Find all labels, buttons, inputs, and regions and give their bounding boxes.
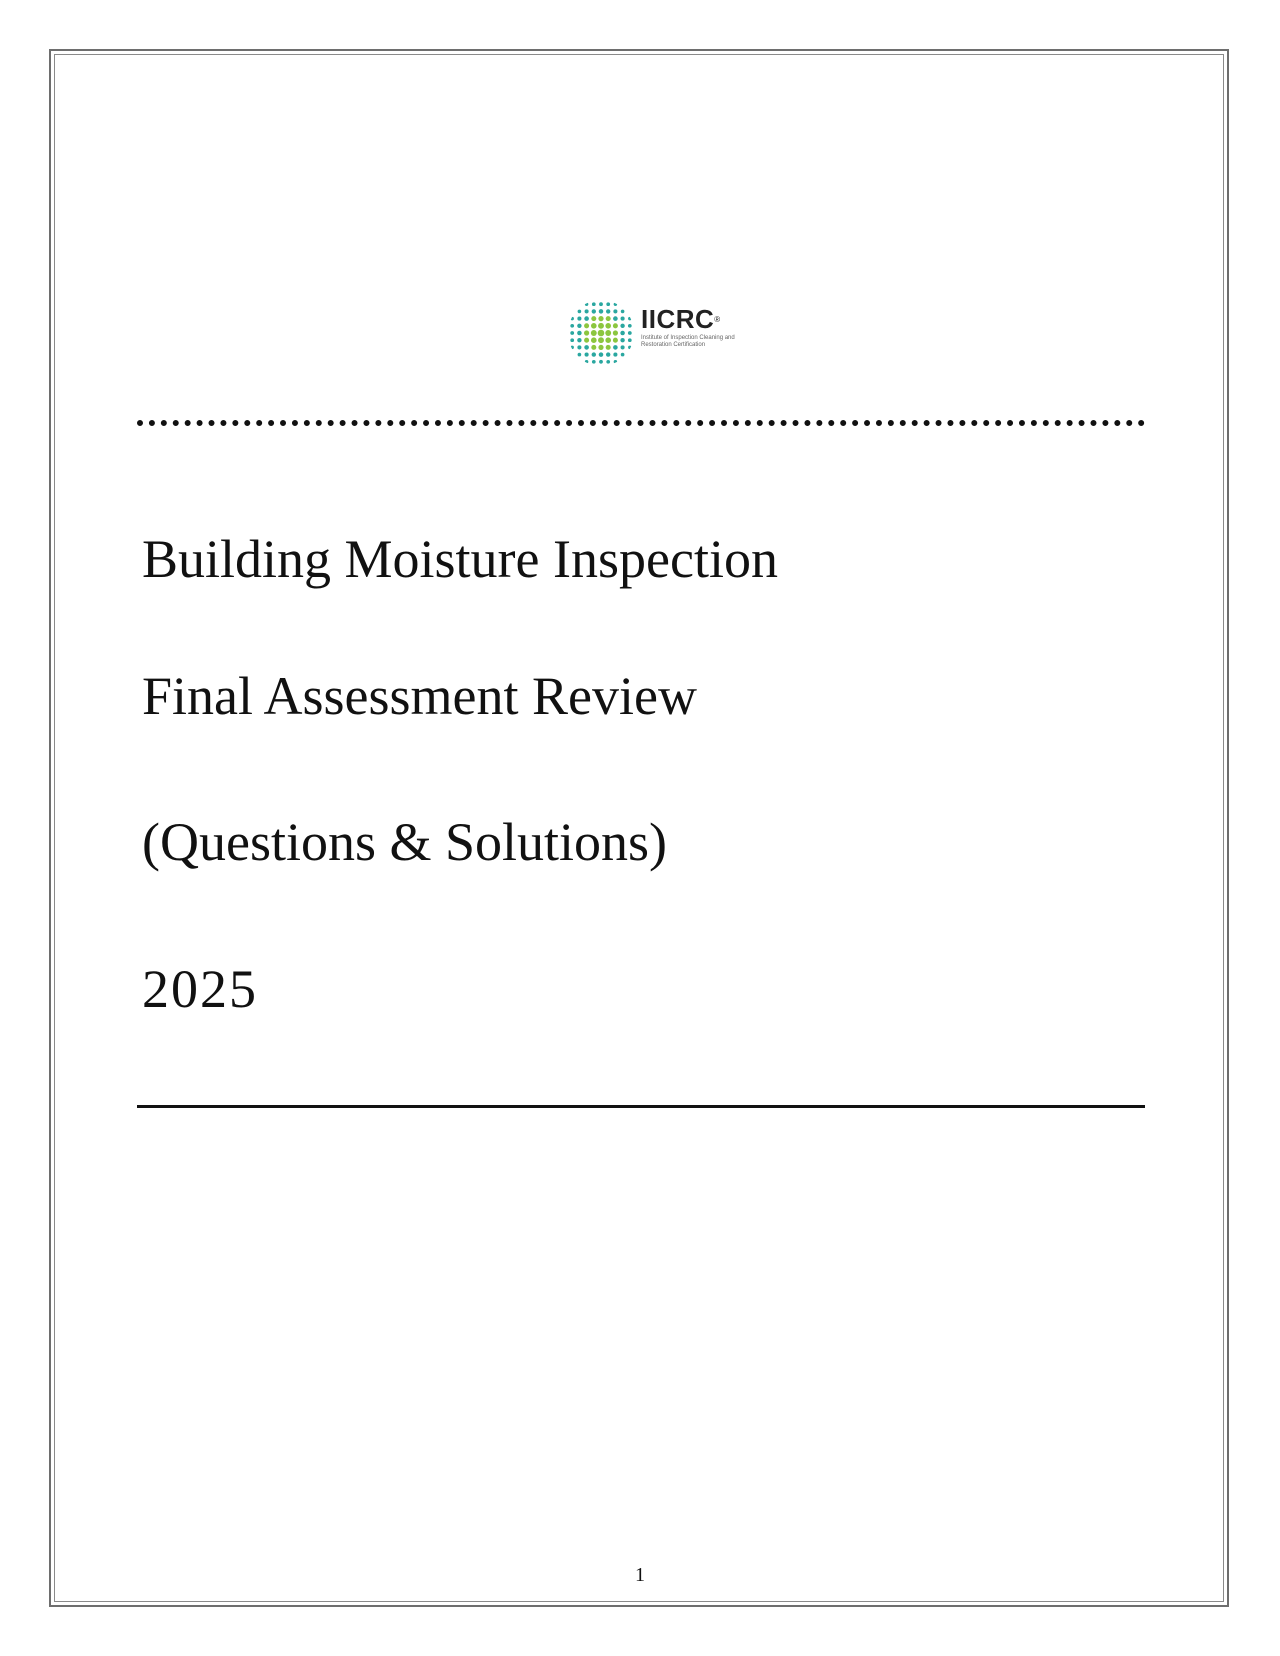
globe-dot: [577, 331, 582, 336]
globe-dot: [599, 302, 603, 306]
page-number: 1: [635, 1564, 645, 1586]
globe-dot: [598, 316, 603, 321]
registered-mark: ®: [714, 315, 721, 324]
globe-dot: [613, 323, 618, 328]
globe-dot: [606, 302, 610, 306]
globe-dot: [613, 316, 618, 321]
logo-brand-name: IICRC: [641, 304, 715, 334]
globe-dot: [570, 324, 574, 328]
title-line-1: Building Moisture Inspection: [142, 529, 778, 589]
globe-dot: [614, 302, 617, 305]
dotted-divider: [137, 420, 1145, 426]
globe-dot: [628, 317, 631, 320]
globe-dot: [621, 345, 625, 349]
globe-dot: [598, 330, 605, 337]
globe-dot: [585, 309, 589, 313]
globe-dot: [599, 352, 604, 357]
globe-dot: [592, 360, 596, 364]
globe-dot: [628, 324, 632, 328]
globe-dot: [621, 353, 625, 357]
globe-dot: [628, 346, 631, 349]
globe-dot: [613, 345, 618, 350]
globe-dot: [592, 309, 596, 313]
title-line-year: 2025: [142, 959, 258, 1019]
title-line-3: (Questions & Solutions): [142, 812, 668, 872]
globe-dot: [613, 353, 617, 357]
globe-dot: [598, 345, 603, 350]
globe-dot: [591, 316, 596, 321]
globe-dots-icon: [566, 298, 636, 368]
globe-dot: [591, 330, 597, 336]
globe-dot: [584, 330, 589, 335]
globe-dot: [577, 338, 581, 342]
globe-dot: [620, 331, 625, 336]
globe-dot: [570, 338, 574, 342]
globe-dot: [584, 323, 589, 328]
globe-dot: [585, 353, 589, 357]
globe-dot: [613, 309, 617, 313]
title-line-2: Final Assessment Review: [142, 666, 697, 726]
globe-dot: [577, 345, 581, 349]
globe-dot: [585, 360, 588, 363]
globe-dot: [578, 353, 582, 357]
globe-dot: [613, 330, 618, 335]
globe-dot: [606, 316, 611, 321]
globe-dot: [605, 330, 611, 336]
iicrc-logo: [566, 298, 750, 368]
globe-dot: [592, 302, 596, 306]
globe-dot: [613, 338, 618, 343]
globe-dot: [585, 302, 588, 305]
globe-dot: [599, 309, 604, 314]
globe-dot: [606, 345, 611, 350]
globe-dot: [584, 338, 589, 343]
globe-dot: [570, 346, 573, 349]
logo-tagline: Institute of Inspection Cleaning and Restoration Certification: [641, 335, 735, 348]
globe-dot: [605, 323, 611, 329]
globe-dot: [570, 331, 574, 335]
globe-dot: [577, 317, 581, 321]
globe-dot: [621, 317, 625, 321]
globe-dot: [628, 338, 632, 342]
globe-dot: [598, 337, 604, 343]
globe-dot: [591, 345, 596, 350]
globe-dot: [614, 360, 617, 363]
globe-dot: [598, 323, 604, 329]
globe-dot: [578, 310, 582, 314]
globe-dot: [620, 338, 624, 342]
globe-dot: [577, 324, 581, 328]
logo-text: [641, 306, 751, 349]
globe-dot: [592, 352, 596, 356]
globe-dot: [620, 324, 624, 328]
globe-dot: [599, 360, 603, 364]
globe-dot: [606, 360, 610, 364]
globe-dot: [605, 337, 611, 343]
logo-brand: [641, 306, 751, 332]
globe-dot: [591, 337, 597, 343]
globe-dot: [628, 331, 632, 335]
globe-dot: [584, 316, 589, 321]
globe-dot: [591, 323, 597, 329]
globe-dot: [570, 317, 573, 320]
globe-dot: [584, 345, 589, 350]
solid-divider: [137, 1105, 1145, 1108]
globe-dot: [621, 310, 625, 314]
globe-dot: [606, 309, 610, 313]
globe-dot: [606, 352, 610, 356]
